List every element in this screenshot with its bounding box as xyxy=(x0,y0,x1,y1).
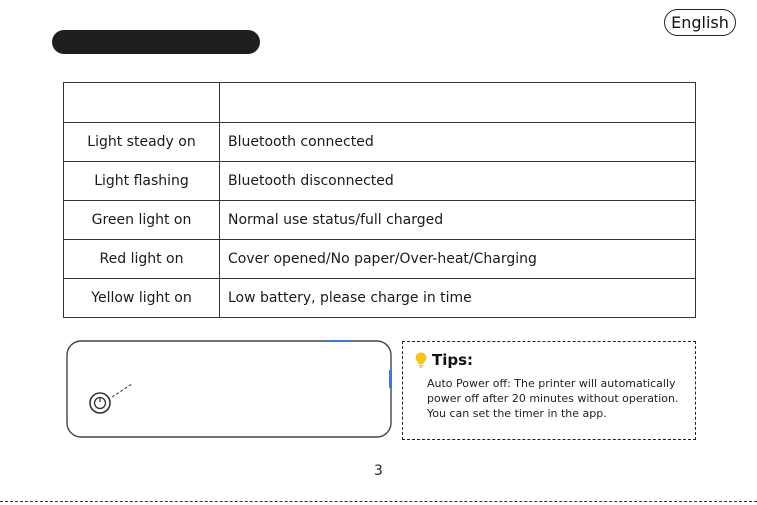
meaning-cell: Low battery, please charge in time xyxy=(220,279,696,318)
tips-title xyxy=(415,351,473,369)
table-row xyxy=(64,123,696,162)
header-cell-meaning xyxy=(220,83,696,123)
tips-line: power off after 20 minutes without operation. xyxy=(427,392,679,405)
meaning-cell: Bluetooth connected xyxy=(220,123,696,162)
meaning-cell: Cover opened/No paper/Over-heat/Charging xyxy=(220,240,696,279)
language-selector-badge[interactable]: English xyxy=(664,9,736,36)
indicator-cell: Light steady on xyxy=(64,123,220,162)
table-row xyxy=(64,240,696,279)
tips-line: Auto Power off: The printer will automatically xyxy=(427,377,676,390)
indicator-cell: Red light on xyxy=(64,240,220,279)
table-row xyxy=(64,279,696,318)
tips-box xyxy=(402,341,696,440)
printer-drawing xyxy=(66,340,393,438)
lightbulb-icon xyxy=(415,352,427,368)
tips-body xyxy=(427,376,691,421)
header-cell-indicator xyxy=(64,83,220,123)
printer-illustration xyxy=(66,340,393,438)
indicator-cell: Green light on xyxy=(64,201,220,240)
table-row xyxy=(64,162,696,201)
tips-title-text: Tips: xyxy=(432,351,474,369)
tips-line: You can set the timer in the app. xyxy=(427,407,607,420)
meaning-cell: Normal use status/full charged xyxy=(220,201,696,240)
power-button-icon xyxy=(90,393,110,413)
page-edge-divider xyxy=(0,501,757,502)
indicator-cell: Light flashing xyxy=(64,162,220,201)
page-number: 3 xyxy=(374,463,383,479)
section-heading-bar xyxy=(52,30,260,54)
indicator-status-table xyxy=(63,82,696,318)
table-header-row xyxy=(64,83,696,123)
indicator-cell: Yellow light on xyxy=(64,279,220,318)
meaning-cell: Bluetooth disconnected xyxy=(220,162,696,201)
table-row xyxy=(64,201,696,240)
